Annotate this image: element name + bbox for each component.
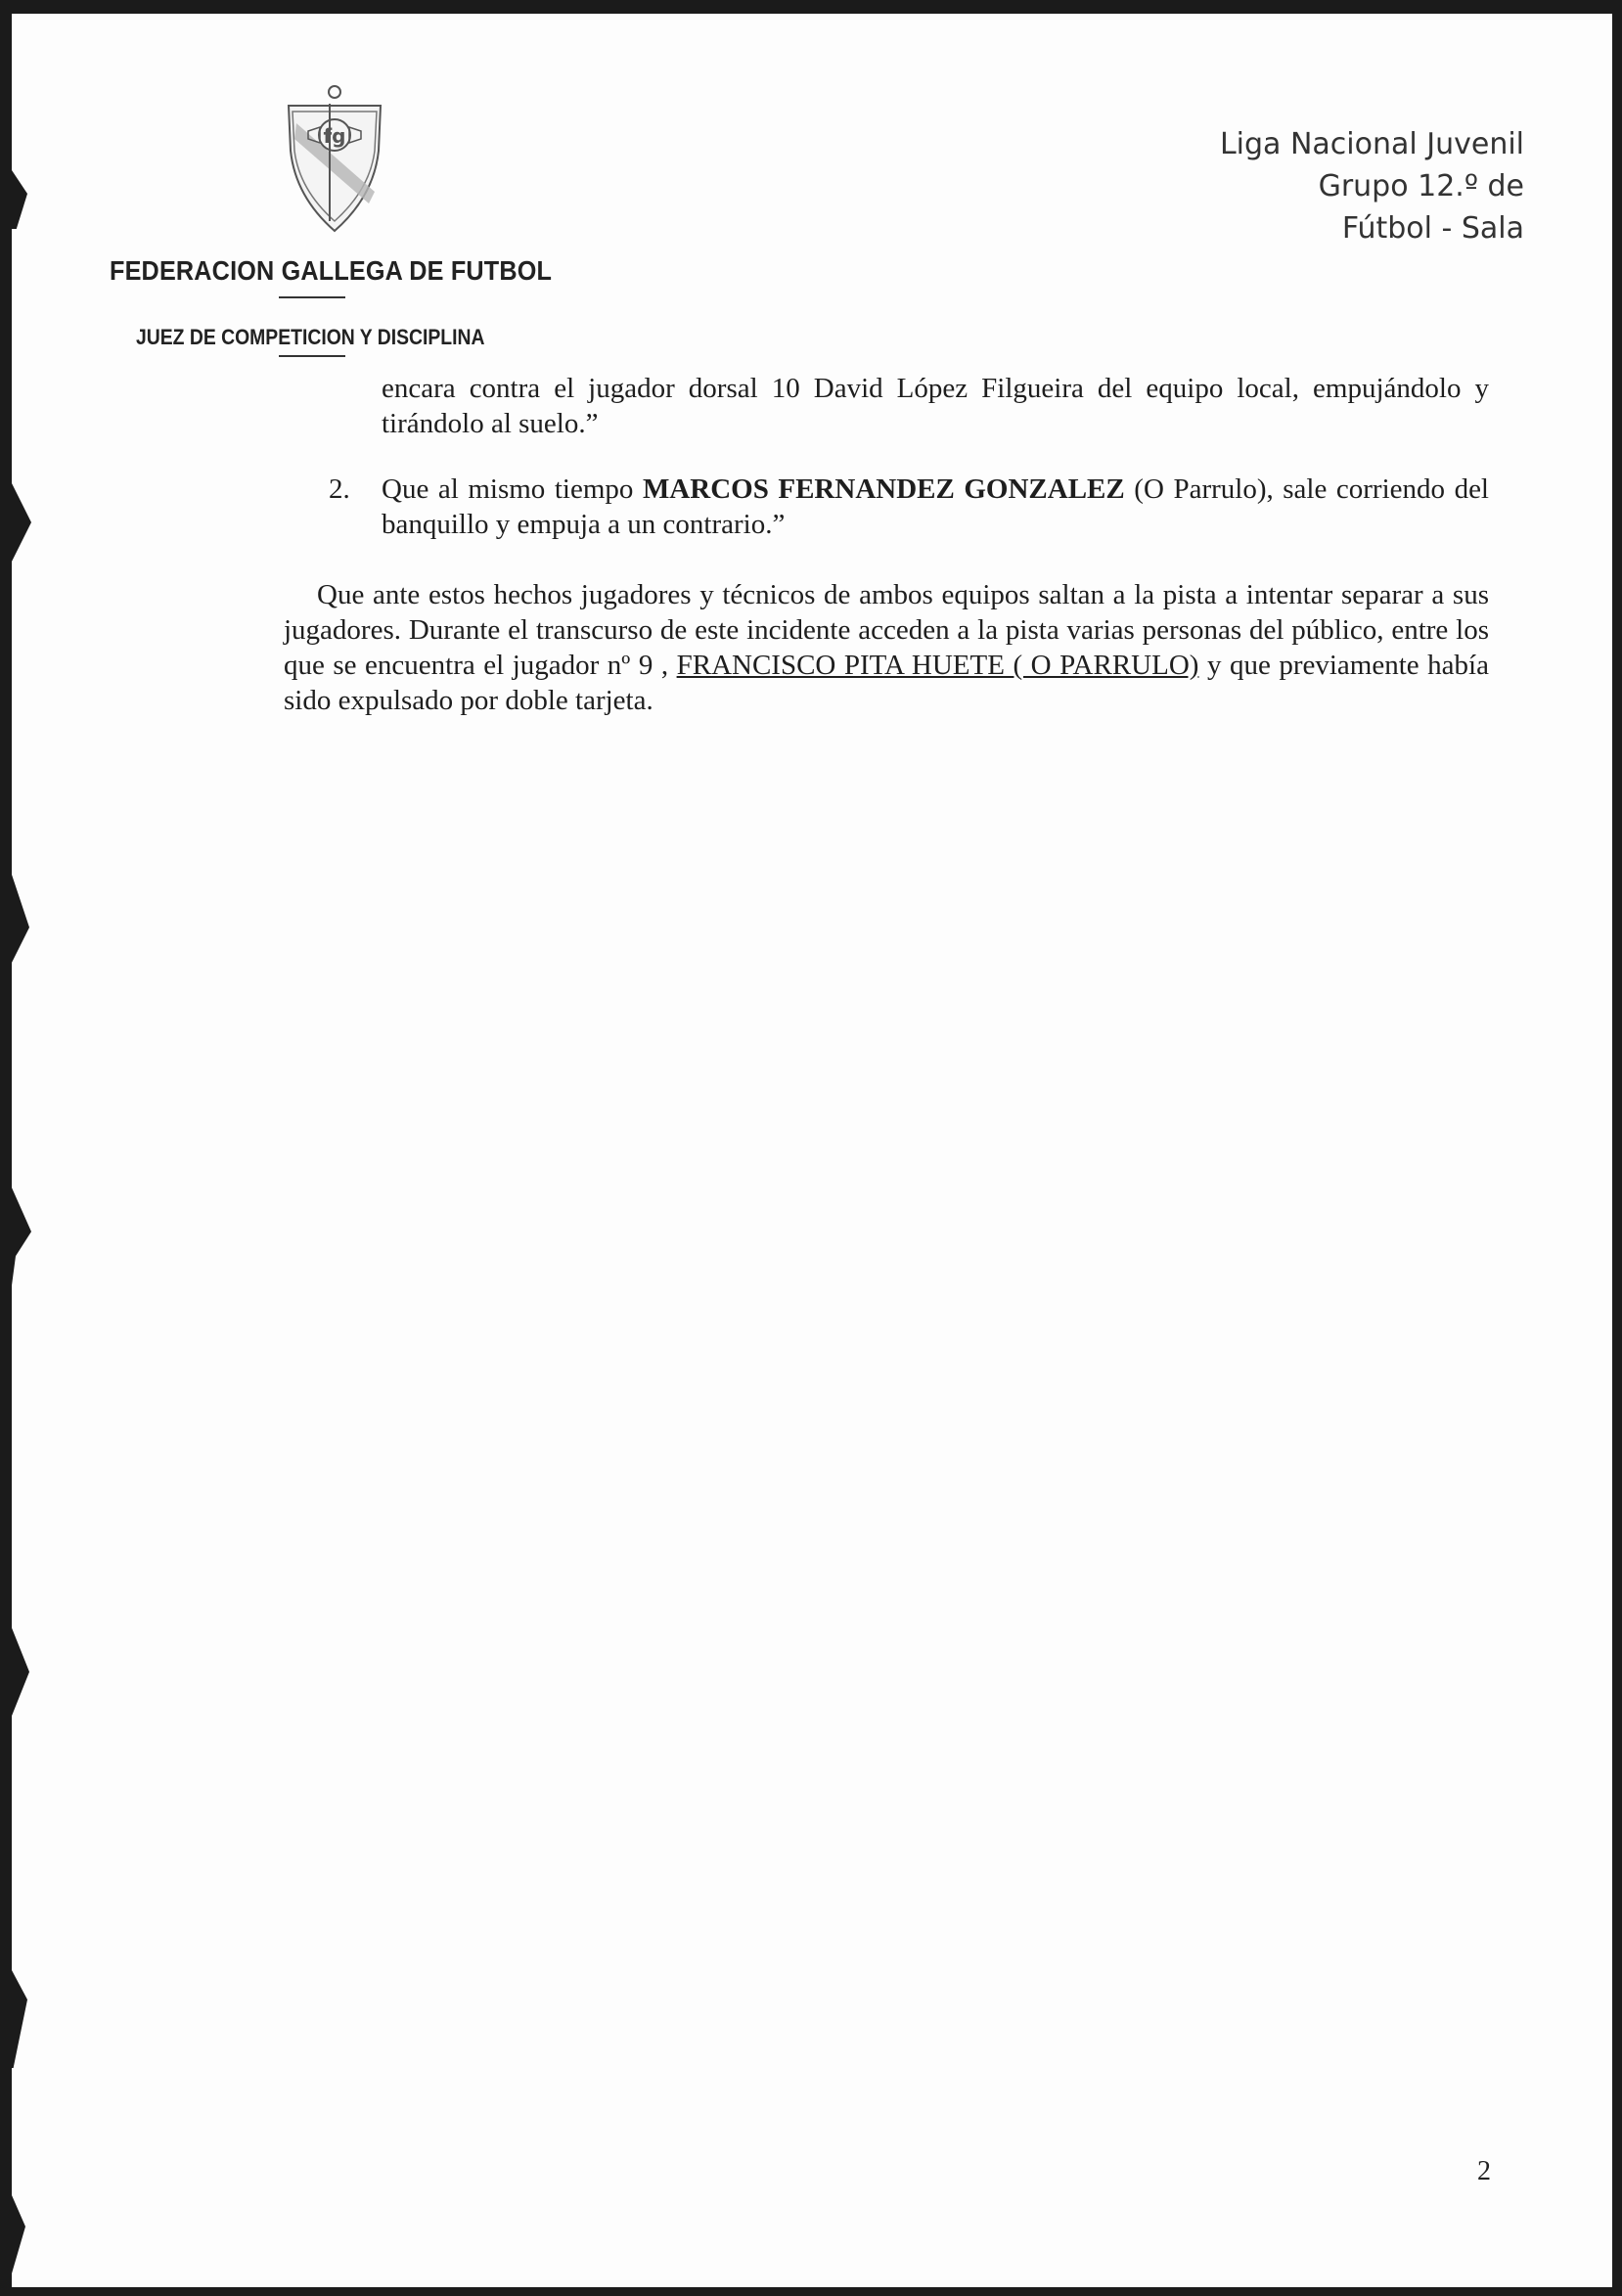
- torn-edge: [12, 1188, 31, 1285]
- paragraph-text: Que ante estos hechos jugadores y técnicos de ambos equipos saltan a la pista a intentar separar a sus jugadores. Durante el transcurso de este incidente acceden a la pista varias personas del público, entre los que se encuentra el jugador nº 9 ,: [284, 579, 1489, 681]
- league-line-3: Fútbol - Sala: [1341, 211, 1524, 246]
- underlined-name: FRANCISCO PITA HUETE ( O PARRULO): [676, 650, 1199, 681]
- divider: [279, 355, 345, 357]
- svg-text:fg: fg: [323, 124, 346, 148]
- paragraph-incident: [284, 577, 1489, 718]
- torn-edge: [12, 483, 31, 562]
- torn-edge: [12, 1970, 27, 2068]
- torn-edge: [12, 1628, 29, 1716]
- paragraph-continuation: encara contra el jugador dorsal 10 David López Filgueira del equipo local, empujándolo y tirándolo al suelo.”: [382, 373, 1489, 439]
- document-page: [12, 14, 1612, 2287]
- federation-name: FEDERACION GALLEGA DE FUTBOL: [110, 255, 553, 286]
- league-line-1: Liga Nacional Juvenil: [1219, 127, 1524, 161]
- league-line-2: Grupo 12.º de: [1318, 169, 1524, 203]
- list-number: 2.: [329, 473, 350, 505]
- person-name: MARCOS FERNANDEZ GONZALEZ: [642, 473, 1125, 505]
- list-item-2: [382, 472, 1489, 542]
- page-number: 2: [1477, 2156, 1491, 2186]
- divider: [279, 296, 345, 298]
- federation-crest-icon: [281, 74, 388, 241]
- item-text: (O Parrulo), sale corriendo del banquillo y empuja a un contrario.”: [382, 473, 1489, 540]
- torn-edge: [12, 170, 27, 229]
- judge-title: JUEZ DE COMPETICION Y DISCIPLINA: [136, 325, 485, 349]
- paragraph-text: y que previamente había sido expulsado por doble tarjeta.: [284, 650, 1489, 716]
- torn-edge: [12, 875, 29, 963]
- league-heading: [1220, 123, 1524, 249]
- torn-edge: [12, 2195, 25, 2273]
- item-text: Que al mismo tiempo: [382, 473, 643, 505]
